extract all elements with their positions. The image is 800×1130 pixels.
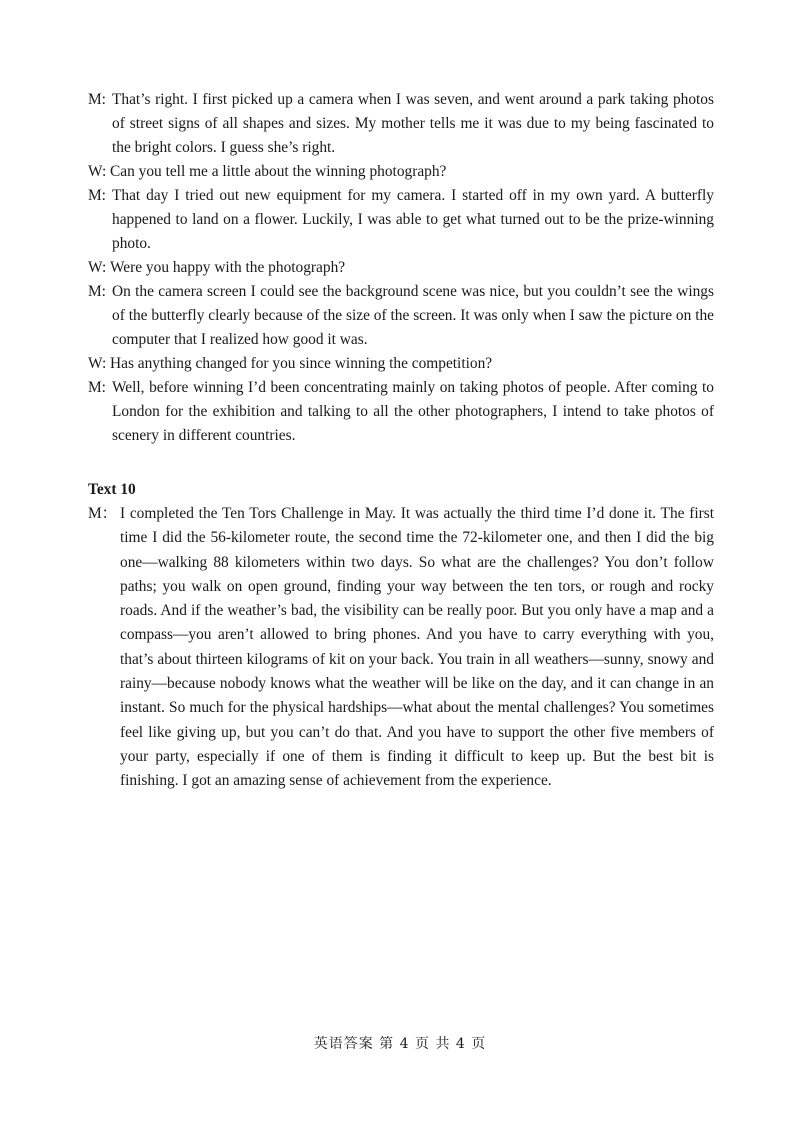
utterance-text: On the camera screen I could see the background scene was nice, but you couldn’t see the wings of the butterfly clearly because of the size of the screen. It was only when I saw the picture on the computer that I realized how good it was. (112, 283, 714, 348)
speaker-label: W: (88, 163, 107, 180)
utterance-text: Can you tell me a little about the winning photograph? (110, 163, 447, 180)
section-heading: Text 10 (88, 481, 136, 498)
dialogue-turn (88, 280, 714, 352)
utterance-text: Has anything changed for you since winning the competition? (110, 355, 493, 372)
speaker-label: M： (88, 505, 118, 522)
monologue-text: I completed the Ten Tors Challenge in May. It was actually the third time I’d done it. The first time I did the 56-kilometer route, the second time the 72-kilometer one, and then I did the big one—walking 88 kilometers within two days. So what are the challenges? You don’t follow paths; you walk on open ground, finding your way between the ten tors, or rough and rocky roads. And if the weather’s bad, the visibility can be really poor. But you only have a map and a compass—you aren’t allowed to bring phones. And you have to carry everything with you, that’s about thirteen kilograms of kit on your back. You train in all weathers—sunny, snowy and rainy—because nobody knows what the weather will be like on the day, and it can change in an instant. So much for the physical hardships—what about the mental challenges? You sometimes feel like giving up, but you can’t do that. And you have to support the other five members of your party, especially if one of them is finding it difficult to keep up. But the best bit is finishing. I got an amazing sense of achievement from the experience. (120, 505, 714, 790)
speaker-label: W: (88, 355, 107, 372)
dialogue-turn (88, 184, 714, 256)
dialogue-turn (88, 376, 714, 448)
utterance-text: That day I tried out new equipment for my camera. I started off in my own yard. A butterfly happened to land on a flower. Luckily, I was able to get what turned out to be the prize-winning photo. (112, 187, 714, 252)
dialogue-turn (88, 160, 714, 184)
dialogue-turn (88, 352, 714, 376)
speaker-label: M: (88, 283, 106, 300)
utterance-text: Well, before winning I’d been concentrating mainly on taking photos of people. After coming to London for the exhibition and talking to all the other photographers, I intend to take photos of scenery in different countries. (112, 379, 714, 444)
utterance-text: That’s right. I first picked up a camera when I was seven, and went around a park taking photos of street signs of all shapes and sizes. My mother tells me it was due to my being fascinated to the bright colors. I guess she’s right. (112, 91, 714, 156)
speaker-label: M: (88, 91, 106, 108)
dialogue-turn (88, 88, 714, 160)
monologue (88, 502, 714, 794)
speaker-label: M: (88, 379, 106, 396)
text10-section (88, 478, 714, 794)
dialogue-section (88, 88, 714, 448)
page-footer: 英语答案 第 4 页 共 4 页 (313, 1036, 487, 1052)
utterance-text: Were you happy with the photograph? (110, 259, 346, 276)
dialogue-turn (88, 256, 714, 280)
speaker-label: M: (88, 187, 106, 204)
speaker-label: W: (88, 259, 107, 276)
